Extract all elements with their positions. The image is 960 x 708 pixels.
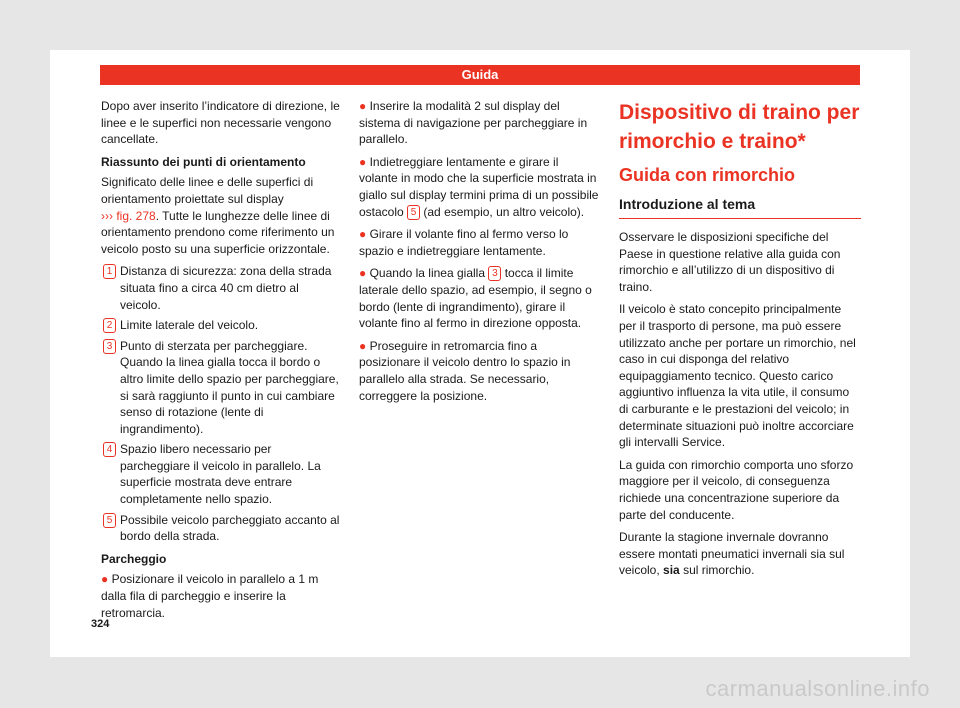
list-item	[101, 338, 341, 438]
bullet-icon: ●	[359, 338, 367, 353]
subheading-parking: Parcheggio	[101, 551, 167, 566]
watermark: carmanualsonline.info	[705, 676, 930, 701]
body-text-2: sul rimorchio.	[683, 563, 755, 578]
number-badge: 5	[407, 205, 420, 220]
page-number: 324	[91, 618, 110, 630]
number-badge: 5	[103, 513, 116, 528]
bullet-text: Inserire la modalità 2 sul display del sistema di navigazione per parcheggiare in parallelo.	[359, 99, 588, 147]
orientation-text-2: . Tutte le lunghezze delle linee di orientamento prendono come riferimento un veicolo posto su una superficie orizzontale.	[101, 208, 335, 256]
bullet-item	[359, 154, 599, 220]
number-badge: 3	[488, 266, 501, 281]
orientation-paragraph	[101, 174, 341, 257]
bullet-icon: ●	[101, 572, 109, 587]
list-item-text: Punto di sterzata per parcheggiare. Quando la linea gialla tocca il bordo o altro limite dello spazio per parcheggiare, si sarà raggiunto il punto in cui cambiare senso di rotazione (lente di ingrandimento).	[120, 338, 339, 436]
bullet-text-2: (ad esempio, un altro veicolo).	[423, 204, 585, 219]
bullet-item	[101, 571, 341, 621]
number-badge: 3	[103, 339, 116, 354]
orientation-text: Significato delle linee e delle superfici di orientamento proiettate sul display	[101, 175, 314, 206]
number-badge: 1	[103, 264, 116, 279]
body-paragraph	[619, 529, 861, 579]
subheading-orientation: Riassunto dei punti di orientamento	[101, 154, 306, 169]
bullet-text: Posizionare il veicolo in parallelo a 1 m dalla fila di parcheggio e inserire la retromarcia.	[101, 572, 319, 620]
body-paragraph: Osservare le disposizioni specifiche del Paese in questione relative alla guida con rimorchio e all’utilizzo di un dispositivo di traino.	[619, 230, 841, 294]
bullet-icon: ●	[359, 99, 367, 113]
bullet-text: Indietreggiare lentamente e girare il volante in modo che la superficie mostrata in giallo sul display termini prima di un possibile ostacolo	[359, 154, 599, 219]
list-item-text: Possibile veicolo parcheggiato accanto al bordo della strada.	[120, 512, 340, 544]
bullet-icon: ●	[359, 154, 367, 169]
chapter-title: Dispositivo di traino per rimorchio e traino*	[619, 101, 860, 153]
column-right	[619, 98, 861, 585]
list-item	[101, 263, 341, 313]
intro-paragraph: Dopo aver inserito l’indicatore di direzione, le linee e le superfici non necessarie vengono cancellate.	[101, 99, 340, 147]
bullet-item	[359, 338, 599, 404]
column-middle	[359, 98, 599, 410]
numbered-list	[101, 263, 341, 545]
bullet-icon: ●	[359, 266, 367, 281]
list-item	[101, 512, 341, 545]
number-badge: 2	[103, 318, 116, 333]
bullet-item	[359, 226, 599, 259]
list-item-text: Distanza di sicurezza: zona della strada situata fino a circa 40 cm dietro al veicolo.	[120, 264, 332, 312]
bullet-text-2: tocca il limite laterale dello spazio, ad esempio, il segno o bordo (lente di ingrandimento), girare il volante fino al fermo in direzione opposta.	[359, 266, 592, 331]
bullet-item	[359, 98, 599, 148]
subsection-title: Introduzione al tema	[619, 194, 861, 219]
figure-link[interactable]: fig. 278	[116, 208, 156, 223]
bullet-text: Proseguire in retromarcia fino a posizionare il veicolo dentro lo spazio in parallelo alla strada. Se necessario, correggere la posizione.	[359, 338, 571, 403]
list-item-text: Spazio libero necessario per parcheggiare il veicolo in parallelo. La superficie mostrata deve entrare completamente nello spazio.	[120, 442, 321, 507]
section-header: Guida	[100, 65, 860, 85]
bullet-text: Quando la linea gialla	[369, 266, 486, 281]
body-paragraph: Il veicolo è stato concepito principalmente per il trasporto di persone, ma può essere utilizzato anche per portare un rimorchio, nel caso in cui disponga del relativo equipaggiamento tecnico. Questo carico aggiuntivo influenza la vita utile, il consumo di carburante e le prestazioni del veicolo; in determinate situazioni può inoltre accorciare gli intervalli Service.	[619, 302, 856, 450]
list-item-text: Limite laterale del veicolo.	[120, 318, 259, 333]
bullet-text: Girare il volante fino al fermo verso lo spazio e indietreggiare lentamente.	[359, 227, 569, 258]
reference-arrows: ›››	[101, 208, 113, 223]
body-paragraph: La guida con rimorchio comporta uno sforzo maggiore per il veicolo, di conseguenza richiede una concentrazione superiore da parte del conducente.	[619, 457, 854, 522]
number-badge: 4	[103, 442, 116, 457]
bullet-item	[359, 265, 599, 331]
section-title: Guida con rimorchio	[619, 165, 796, 185]
bullet-icon: ●	[359, 227, 367, 242]
column-left	[101, 98, 341, 627]
body-text: Durante la stagione invernale dovranno essere montati pneumatici invernali sia sul veicolo,	[619, 530, 845, 578]
list-item	[101, 441, 341, 507]
emphasis-text: sia	[663, 563, 680, 578]
list-item	[101, 317, 341, 334]
